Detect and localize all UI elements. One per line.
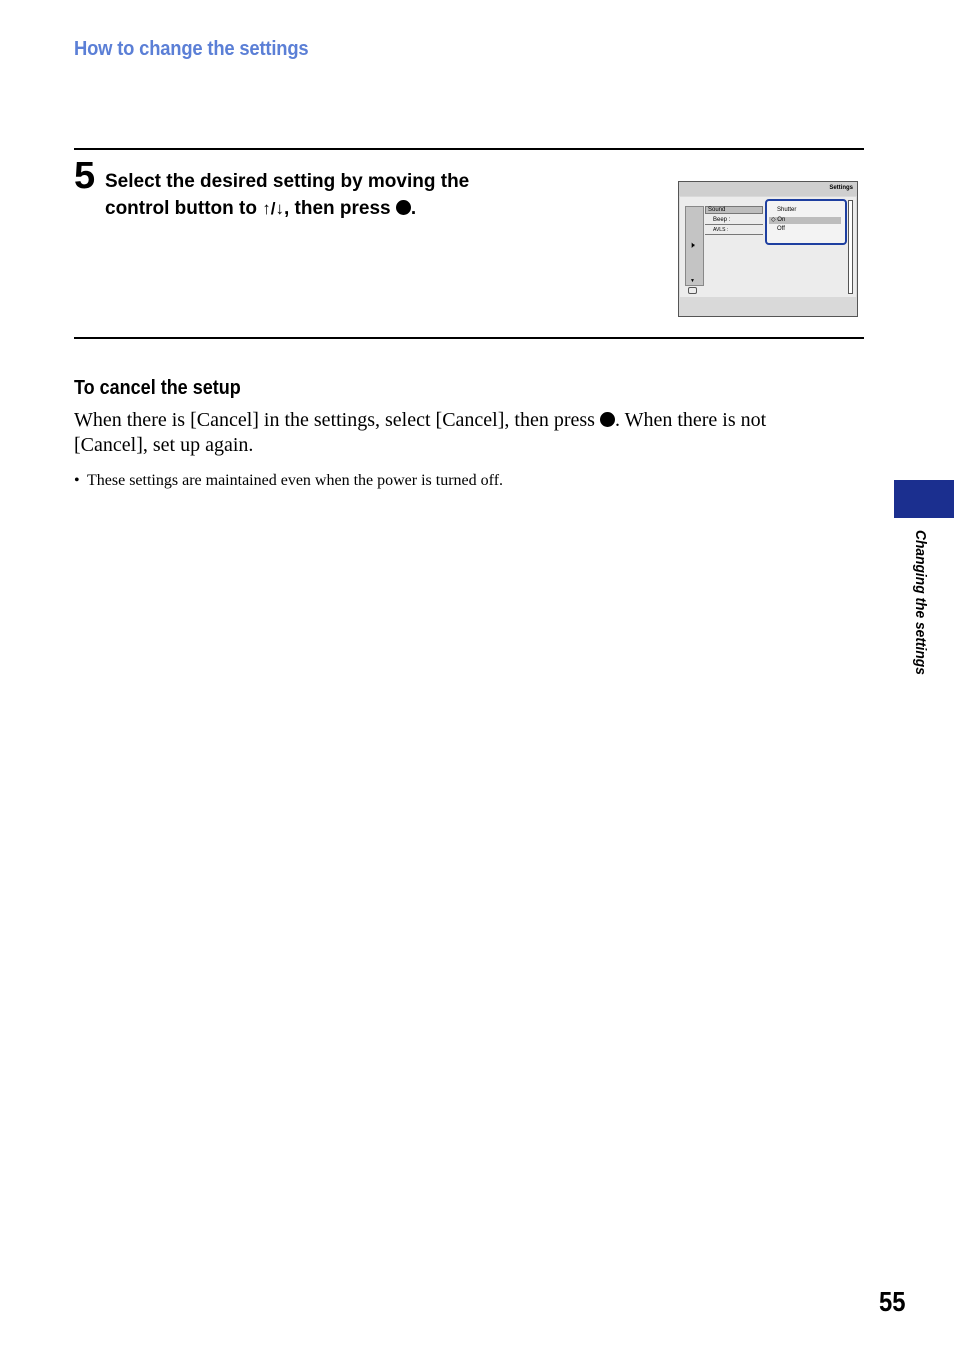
cancel-heading: To cancel the setup: [74, 377, 241, 399]
popup-option-off: Off: [777, 226, 785, 232]
step-number: 5: [74, 155, 96, 197]
step-line-2-prefix: control button to: [105, 198, 263, 219]
selection-marker-icon: ◇: [771, 217, 776, 223]
step-line-2-mid: , then press: [283, 198, 396, 219]
step-line-1: Select the desired setting by moving the: [105, 171, 470, 192]
menu-sound: Sound: [705, 206, 763, 214]
down-triangle-icon: ▼: [690, 278, 695, 284]
popup-option-on: On: [777, 217, 786, 223]
speaker-icon: 🕨: [689, 240, 695, 250]
screen-scrollbar: [848, 200, 853, 294]
menu-divider: [705, 234, 763, 235]
menu-divider: [705, 224, 763, 225]
cancel-text-2: . When there is not [Cancel], set up again.: [74, 409, 767, 456]
step-instruction: [105, 168, 545, 222]
step-line-2-end: .: [410, 198, 417, 219]
menu-avls: AVLS :: [713, 227, 729, 233]
bullet-icon: •: [74, 472, 80, 489]
settings-popup: [765, 199, 847, 245]
bottom-rule: [74, 337, 864, 339]
note-text: These settings are maintained even when the power is turned off.: [87, 472, 504, 489]
popup-option-selected: [769, 217, 841, 224]
top-rule: [74, 148, 864, 150]
center-button-icon: [600, 412, 615, 427]
section-title: How to change the settings: [74, 38, 309, 60]
screen-title: Settings: [829, 185, 853, 191]
cancel-paragraph: [74, 408, 834, 458]
popup-header: Shutter: [777, 207, 797, 213]
menu-beep: Beep :: [713, 217, 731, 223]
page-number: 55: [879, 1286, 906, 1317]
cancel-text-1: When there is [Cancel] in the settings, select [Cancel], then press: [74, 409, 600, 431]
camera-screen-illustration: [678, 181, 858, 317]
chapter-tab-label: Changing the settings: [912, 530, 929, 675]
note: [74, 470, 834, 492]
center-button-icon: [396, 200, 411, 215]
chapter-tab: [894, 480, 954, 518]
camera-icon: [688, 287, 697, 294]
up-down-arrows-icon: ↑/↓: [262, 199, 284, 218]
